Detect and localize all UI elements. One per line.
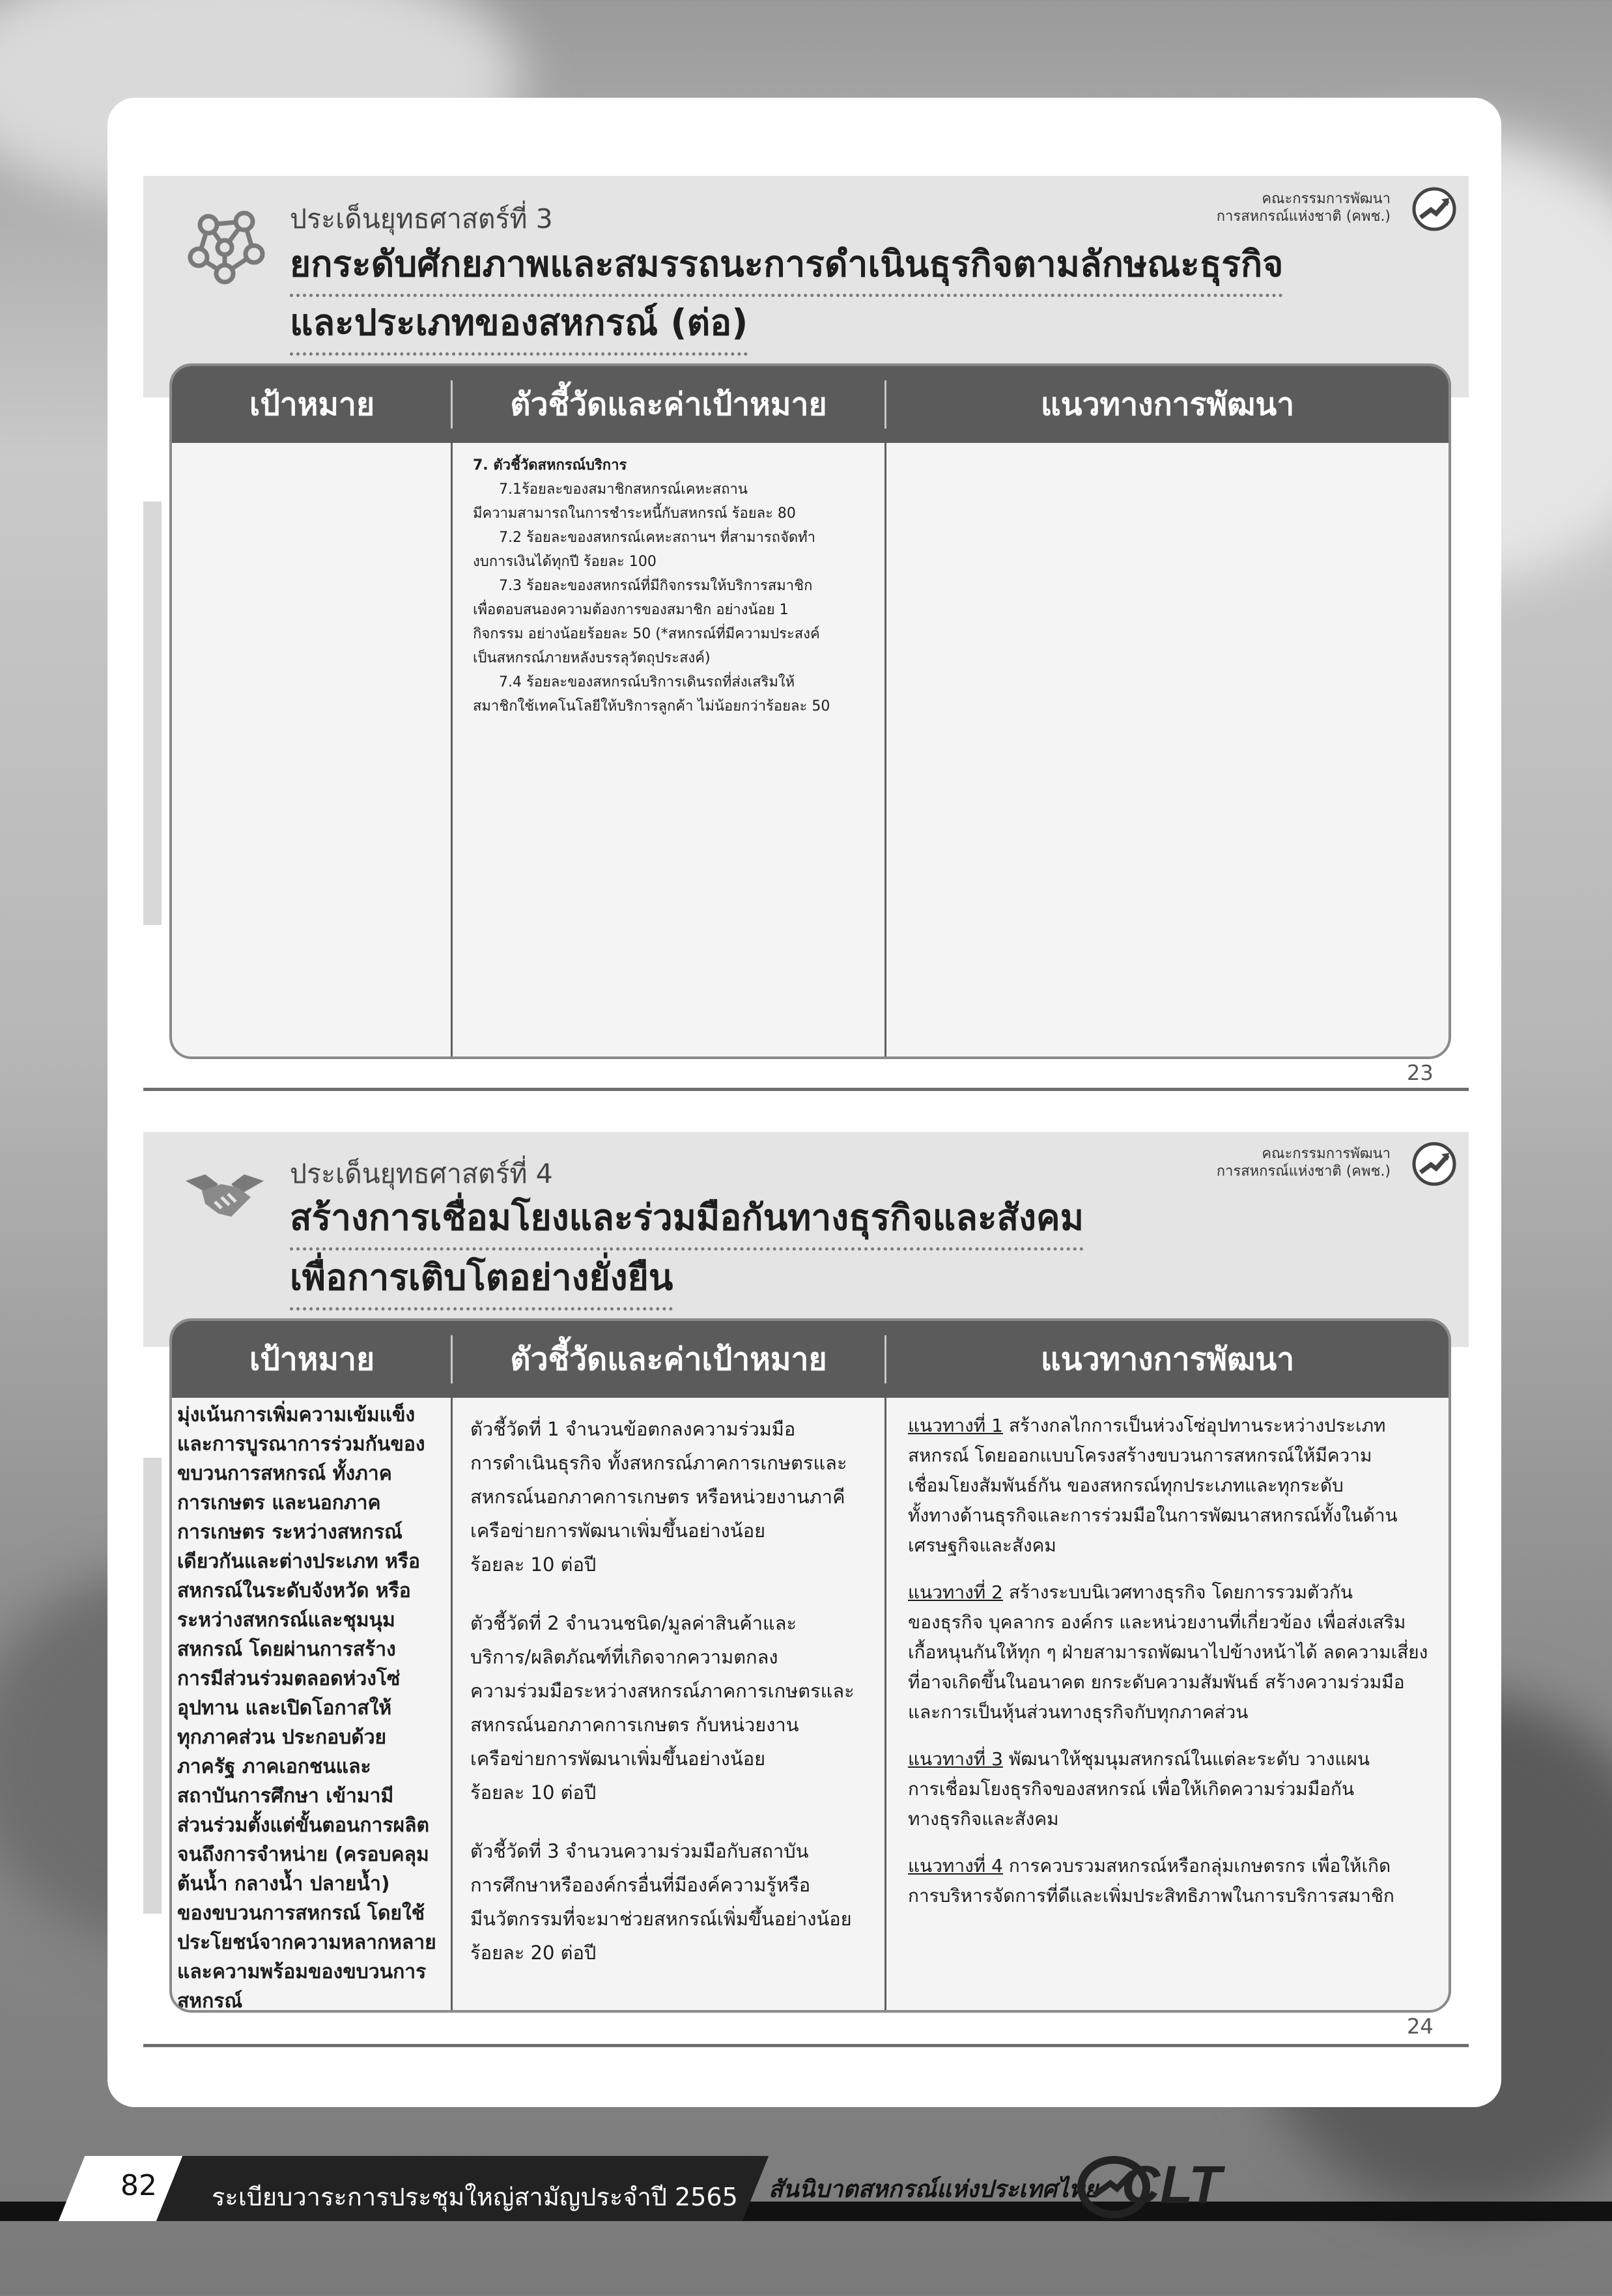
- indicator-line: สหกรณ์นอกภาคการเกษตร หรือหน่วยงานภาคี: [470, 1486, 845, 1508]
- indicator-line: มีความสามารถในการชำระหนี้กับสหกรณ์ ร้อยละ 80: [473, 505, 796, 522]
- guideline-label: แนวทางที่ 4: [908, 1855, 1003, 1877]
- goal-line: สหกรณ์ในระดับจังหวัด หรือ: [177, 1580, 411, 1602]
- indicator-line: มีนวัตกรรมที่จะมาช่วยสหกรณ์เพิ่มขึ้นอย่างน้อย: [470, 1908, 852, 1930]
- goal-line: ทุกภาคส่วน ประกอบด้วย: [177, 1726, 387, 1749]
- guideline-line: การบริหารจัดการที่ดีและเพิ่มประสิทธิภาพในการบริการสมาชิก: [908, 1885, 1394, 1906]
- goal-line: มุ่งเน้นการเพิ่มความเข้มแข็ง: [177, 1404, 416, 1426]
- org-line-1: คณะกรรมการพัฒนา: [1262, 191, 1391, 207]
- indicator-line: บริการ/ผลิตภัณฑ์ที่เกิดจากความตกลง: [470, 1646, 778, 1668]
- guideline-item: [908, 1744, 1428, 1834]
- guideline-line: การเชื่อมโยงธุรกิจของสหกรณ์ เพื่อให้เกิดความร่วมมือกัน: [908, 1778, 1355, 1800]
- footer-page-number: 82: [120, 2169, 157, 2202]
- indicator-line: การศึกษาหรือองค์กรอื่นที่มีองค์ความรู้หรือ: [470, 1874, 811, 1896]
- indicator-line: กิจกรรม อย่างน้อยร้อยละ 50 (*สหกรณ์ที่มีความประสงค์: [473, 626, 820, 642]
- side-tab: [143, 502, 162, 925]
- header-guidelines: แนวทางการพัฒนา: [1040, 386, 1295, 423]
- indicator-item: [470, 1834, 855, 1970]
- org-logo-icon: [1411, 186, 1457, 232]
- indicator-line: 7.4 ร้อยละของสหกรณ์บริการเดินรถที่ส่งเสริมให้: [499, 674, 795, 690]
- guideline-line: สร้างกลไกการเป็นห่วงโซ่อุปทานระหว่างประเภท: [1002, 1415, 1386, 1436]
- org-line-2: การสหกรณ์แห่งชาติ (คพช.): [1216, 1163, 1391, 1180]
- strategy-kicker: ประเด็นยุทธศาสตร์ที่ 4: [290, 1158, 553, 1189]
- column-divider: [451, 443, 453, 1056]
- guideline-label: แนวทางที่ 3: [908, 1748, 1003, 1770]
- strategy-title-line-1: สร้างการเชื่อมโยงและร่วมมือกันทางธุรกิจและสังคม: [290, 1189, 1084, 1251]
- indicator-line: ตัวชี้วัดที่ 3 จำนวนความร่วมมือกับสถาบัน: [470, 1840, 809, 1862]
- goal-line: และการบูรณาการร่วมกันของ: [177, 1433, 425, 1456]
- guideline-item: [908, 1851, 1428, 1911]
- guideline-line: สหกรณ์ โดยออกแบบโครงสร้างขบวนการสหกรณ์ให้มีความ: [908, 1445, 1372, 1466]
- guideline-line: เชื่อมโยงสัมพันธ์กัน ของสหกรณ์ทุกประเภทและทุกระดับ: [908, 1475, 1344, 1496]
- section-divider-rule: [143, 2044, 1469, 2047]
- handshake-icon: [182, 1161, 267, 1233]
- guideline-line: ทางธุรกิจและสังคม: [908, 1808, 1059, 1830]
- indicator-line: สมาชิกใช้เทคโนโลยีให้บริการลูกค้า ไม่น้อยกว่าร้อยละ 50: [473, 698, 830, 715]
- network-icon: [182, 205, 267, 287]
- org-logo-icon: [1411, 1141, 1457, 1187]
- strategy-title-line-2: เพื่อการเติบโตอย่างยั่งยืน: [290, 1249, 673, 1311]
- table-header-bar: [172, 366, 1449, 443]
- strategy-4-table: [169, 1318, 1451, 2013]
- column-divider: [884, 443, 886, 1056]
- goal-line: ต้นน้ำ กลางน้ำ ปลายน้ำ): [177, 1873, 390, 1895]
- guideline-item: [908, 1578, 1428, 1727]
- guideline-line: การควบรวมสหกรณ์หรือกลุ่มเกษตรกร เพื่อให้เกิด: [1002, 1855, 1391, 1877]
- indicator-heading: 7. ตัวชี้วัดสหกรณ์บริการ: [473, 457, 627, 474]
- guideline-line: ที่อาจเกิดขึ้นในอนาคต ยกระดับความสัมพันธ์ สร้างความร่วมมือ: [908, 1671, 1405, 1693]
- strategy-title-line-2: และประเภทของสหกรณ์ (ต่อ): [290, 294, 748, 356]
- goal-line: ขบวนการสหกรณ์ ทั้งภาค: [177, 1462, 392, 1485]
- org-line-2: การสหกรณ์แห่งชาติ (คพช.): [1216, 208, 1391, 225]
- indicator-line: 7.3 ร้อยละของสหกรณ์ที่มีกิจกรรมให้บริการสมาชิก: [499, 578, 813, 594]
- indicator-list: [473, 453, 830, 718]
- guideline-line: ของธุรกิจ บุคลากร องค์กร และหน่วยงานที่เกี่ยวข้อง เพื่อส่งเสริม: [908, 1611, 1406, 1633]
- goal-line: การมีส่วนร่วมตลอดห่วงโซ่: [177, 1667, 401, 1690]
- indicator-line: ตัวชี้วัดที่ 1 จำนวนข้อตกลงความร่วมมือ: [470, 1418, 796, 1440]
- strategy-kicker: ประเด็นยุทธศาสตร์ที่ 3: [290, 203, 553, 234]
- indicator-line: เครือข่ายการพัฒนาเพิ่มขึ้นอย่างน้อย: [470, 1748, 766, 1770]
- guideline-line: ทั้งทางด้านธุรกิจและการร่วมมือในการพัฒนาสหกรณ์ทั้งในด้าน: [908, 1505, 1398, 1526]
- org-name: [1217, 1145, 1391, 1180]
- indicator-line: งบการเงินได้ทุกปี ร้อยละ 100: [473, 554, 657, 570]
- indicator-line: การดำเนินธุรกิจ ทั้งสหกรณ์ภาคการเกษตรและ: [470, 1452, 847, 1474]
- goal-line: ระหว่างสหกรณ์และชุมนุม: [177, 1609, 395, 1632]
- goal-line: เดียวกันและต่างประเภท หรือ: [177, 1550, 421, 1573]
- org-line-1: คณะกรรมการพัฒนา: [1262, 1146, 1391, 1162]
- footer-title: ระเบียบวาระการประชุมใหญ่สามัญประจำปี 2565: [212, 2183, 738, 2211]
- goal-line: สหกรณ์ โดยผ่านการสร้าง: [177, 1638, 396, 1661]
- header-goal: เป้าหมาย: [249, 1341, 375, 1378]
- goal-line: ประโยชน์จากความหลากหลาย: [177, 1931, 436, 1954]
- goal-line: และความพร้อมของขบวนการ: [177, 1961, 427, 1983]
- strategy-title-line-1: ยกระดับศักยภาพและสมรรถนะการดำเนินธุรกิจตามลักษณะธุรกิจ: [290, 236, 1283, 297]
- goal-line: ภาครัฐ ภาคเอกชนและ: [177, 1755, 371, 1778]
- footer-org-name: สันนิบาตสหกรณ์แห่งประเทศไทย: [769, 2176, 1098, 2203]
- page-number: 24: [1407, 2014, 1434, 2039]
- guideline-label: แนวทางที่ 2: [908, 1581, 1003, 1603]
- org-name: [1217, 190, 1391, 225]
- header-indicators: ตัวชี้วัดและค่าเป้าหมาย: [510, 386, 827, 423]
- goal-text: [177, 1400, 436, 2013]
- header-goal: เป้าหมาย: [249, 386, 375, 423]
- indicator-line: เพื่อตอบสนองความต้องการของสมาชิก อย่างน้อย 1: [473, 602, 789, 618]
- table-header-bar: [172, 1321, 1449, 1398]
- logo-text: CLT: [1122, 2155, 1222, 2215]
- indicator-item: [470, 1606, 855, 1809]
- goal-line: การเกษตร และนอกภาค: [177, 1492, 381, 1514]
- indicator-line: ตัวชี้วัดที่ 2 จำนวนชนิด/มูลค่าสินค้าและ: [470, 1612, 797, 1634]
- guideline-line: พัฒนาให้ชุมนุมสหกรณ์ในแต่ละระดับ วางแผน: [1002, 1748, 1370, 1770]
- goal-line: อุปทาน และเปิดโอกาสให้: [177, 1697, 392, 1720]
- guideline-line: และการเป็นหุ้นส่วนทางธุรกิจกับทุกภาคส่วน: [908, 1701, 1249, 1723]
- indicator-line: 7.1ร้อยละของสมาชิกสหกรณ์เคหะสถาน: [499, 481, 748, 498]
- strategy-4-section: [143, 1132, 1469, 2057]
- guideline-list: [908, 1411, 1428, 1928]
- section-divider-rule: [143, 1088, 1469, 1091]
- column-divider: [884, 1398, 886, 2010]
- goal-line: จนถึงการจำหน่าย (ครอบคลุม: [177, 1843, 429, 1866]
- header-guidelines: แนวทางการพัฒนา: [1040, 1341, 1295, 1378]
- goal-line: ส่วนร่วมตั้งแต่ขั้นตอนการผลิต: [177, 1814, 429, 1837]
- strategy-3-section: [143, 176, 1469, 1094]
- column-divider: [451, 1398, 453, 2010]
- indicator-line: เครือข่ายการพัฒนาเพิ่มขึ้นอย่างน้อย: [470, 1520, 766, 1542]
- indicator-list: [470, 1412, 855, 1994]
- indicator-line: สหกรณ์นอกภาคการเกษตร กับหน่วยงาน: [470, 1714, 799, 1736]
- side-tab: [143, 1458, 162, 1914]
- guideline-item: [908, 1411, 1428, 1561]
- indicator-line: เป็นสหกรณ์ภายหลังบรรลุวัตถุประสงค์): [473, 650, 711, 666]
- page-number: 23: [1407, 1060, 1434, 1085]
- indicator-line: ร้อยละ 10 ต่อปี: [470, 1553, 597, 1576]
- indicator-line: 7.2 ร้อยละของสหกรณ์เคหะสถานฯ ที่สามารถจัดทำ: [499, 530, 816, 546]
- goal-line: สถาบันการศึกษา เข้ามามี: [177, 1785, 394, 1807]
- guideline-line: สร้างระบบนิเวศทางธุรกิจ โดยการรวมตัวกัน: [1002, 1581, 1353, 1603]
- guideline-line: เศรษฐกิจและสังคม: [908, 1535, 1056, 1556]
- clt-logo-icon: [1075, 2149, 1264, 2221]
- goal-line: การเกษตร ระหว่างสหกรณ์: [177, 1521, 403, 1544]
- indicator-line: ร้อยละ 10 ต่อปี: [470, 1781, 597, 1804]
- indicator-line: ร้อยละ 20 ต่อปี: [470, 1942, 597, 1964]
- guideline-label: แนวทางที่ 1: [908, 1415, 1003, 1436]
- strategy-3-table: [169, 363, 1451, 1059]
- goal-line: สหกรณ์: [177, 1990, 243, 2013]
- header-indicators: ตัวชี้วัดและค่าเป้าหมาย: [510, 1341, 827, 1378]
- goal-line: ของขบวนการสหกรณ์ โดยใช้: [177, 1902, 425, 1925]
- guideline-line: เกื้อหนุนกันให้ทุก ๆ ฝ่ายสามารถพัฒนาไปข้างหน้าได้ ลดความเสี่ยง: [908, 1641, 1428, 1663]
- indicator-line: ความร่วมมือระหว่างสหกรณ์ภาคการเกษตรและ: [470, 1680, 855, 1702]
- indicator-item: [470, 1412, 855, 1581]
